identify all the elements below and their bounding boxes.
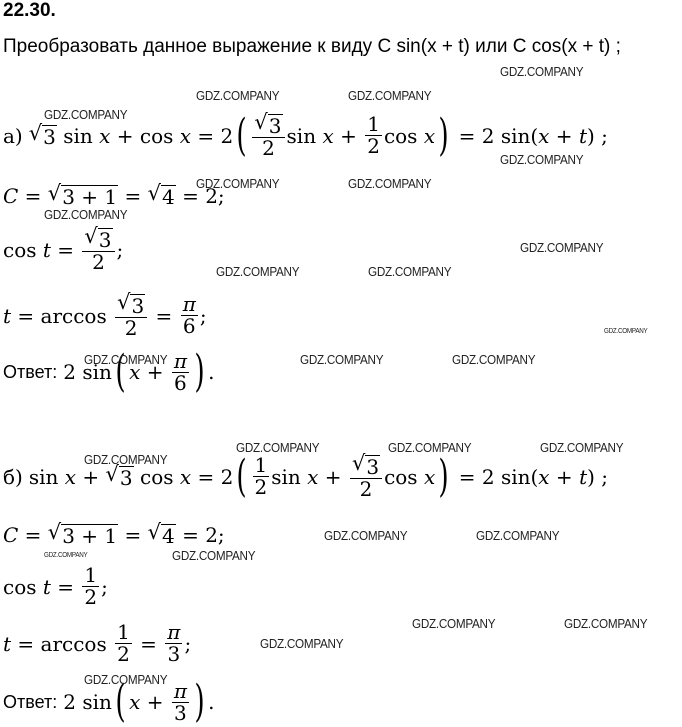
part-b-line1: б) sin x + √ 3 cos x = 2 ( $\frac{1}{2}$ sin x + √ 3 2 cos x ) = 2 sin( x + t ) ; xyxy=(3,450,609,502)
part-a-label: а) xyxy=(3,123,23,148)
part-a-answer: Ответ: 2 sin ( x + $\frac{\pi}{6}$ ) . xyxy=(3,346,215,397)
part-b-answer: Ответ: 2 sin ( x + $\frac{\pi}{3}$ ) . xyxy=(3,676,215,727)
watermark: GDZ.COMPANY xyxy=(540,440,624,455)
watermark: GDZ.COMPANY xyxy=(44,552,88,559)
watermark: GDZ.COMPANY xyxy=(412,616,496,631)
watermark: GDZ.COMPANY xyxy=(260,636,344,651)
part-a-line2: C = √ 3 + 1 = √ 4 = 2; xyxy=(3,181,225,209)
part-b-label: б) xyxy=(3,464,23,489)
part-a-answer-label: Ответ: xyxy=(3,361,58,382)
watermark: GDZ.COMPANY xyxy=(476,528,560,543)
watermark: GDZ.COMPANY xyxy=(348,176,432,191)
part-a-line4: t = arccos √ 3 2 = $\frac{\pi}{6}$ ; xyxy=(3,290,207,340)
watermark: GDZ.COMPANY xyxy=(216,264,300,279)
part-b-line3: cos t = $\frac{1}{2}$ ; xyxy=(3,563,108,609)
watermark: GDZ.COMPANY xyxy=(520,240,604,255)
part-a-line3: cos t = √ 3 2 ; xyxy=(3,224,124,274)
watermark: GDZ.COMPANY xyxy=(324,528,408,543)
part-b-line2: C = √ 3 + 1 = √ 4 = 2; xyxy=(3,520,225,548)
watermark: GDZ.COMPANY xyxy=(500,64,584,79)
watermark: GDZ.COMPANY xyxy=(452,352,536,367)
part-b-answer-label: Ответ: xyxy=(3,691,58,712)
problem-statement: Преобразовать данное выражение к виду C sin(x + t) или C cos(x + t) ; xyxy=(3,36,621,57)
part-b-line4: t = arccos $\frac{1}{2}$ = $\frac{\pi}{3}$ ; xyxy=(3,620,192,666)
watermark: GDZ.COMPANY xyxy=(388,440,472,455)
watermark: GDZ.COMPANY xyxy=(500,152,584,167)
watermark: GDZ.COMPANY xyxy=(44,107,128,122)
watermark: GDZ.COMPANY xyxy=(44,207,128,222)
part-a-line1: а) √ 3 sin x + cos x = 2 ( √ 3 2 sin x + $\frac{1}{2}$ cos x ) = 2 sin( x + t ) ; xyxy=(3,109,608,161)
watermark: GDZ.COMPANY xyxy=(84,452,168,467)
watermark: GDZ.COMPANY xyxy=(172,548,256,563)
watermark: GDZ.COMPANY xyxy=(300,352,384,367)
watermark: GDZ.COMPANY xyxy=(84,352,168,367)
watermark: GDZ.COMPANY xyxy=(604,328,648,335)
watermark: GDZ.COMPANY xyxy=(236,440,320,455)
watermark: GDZ.COMPANY xyxy=(368,264,452,279)
watermark: GDZ.COMPANY xyxy=(84,672,168,687)
watermark: GDZ.COMPANY xyxy=(348,88,432,103)
watermark: GDZ.COMPANY xyxy=(196,88,280,103)
task-number: 22.30. xyxy=(3,0,56,21)
watermark: GDZ.COMPANY xyxy=(564,616,648,631)
watermark: GDZ.COMPANY xyxy=(196,176,280,191)
